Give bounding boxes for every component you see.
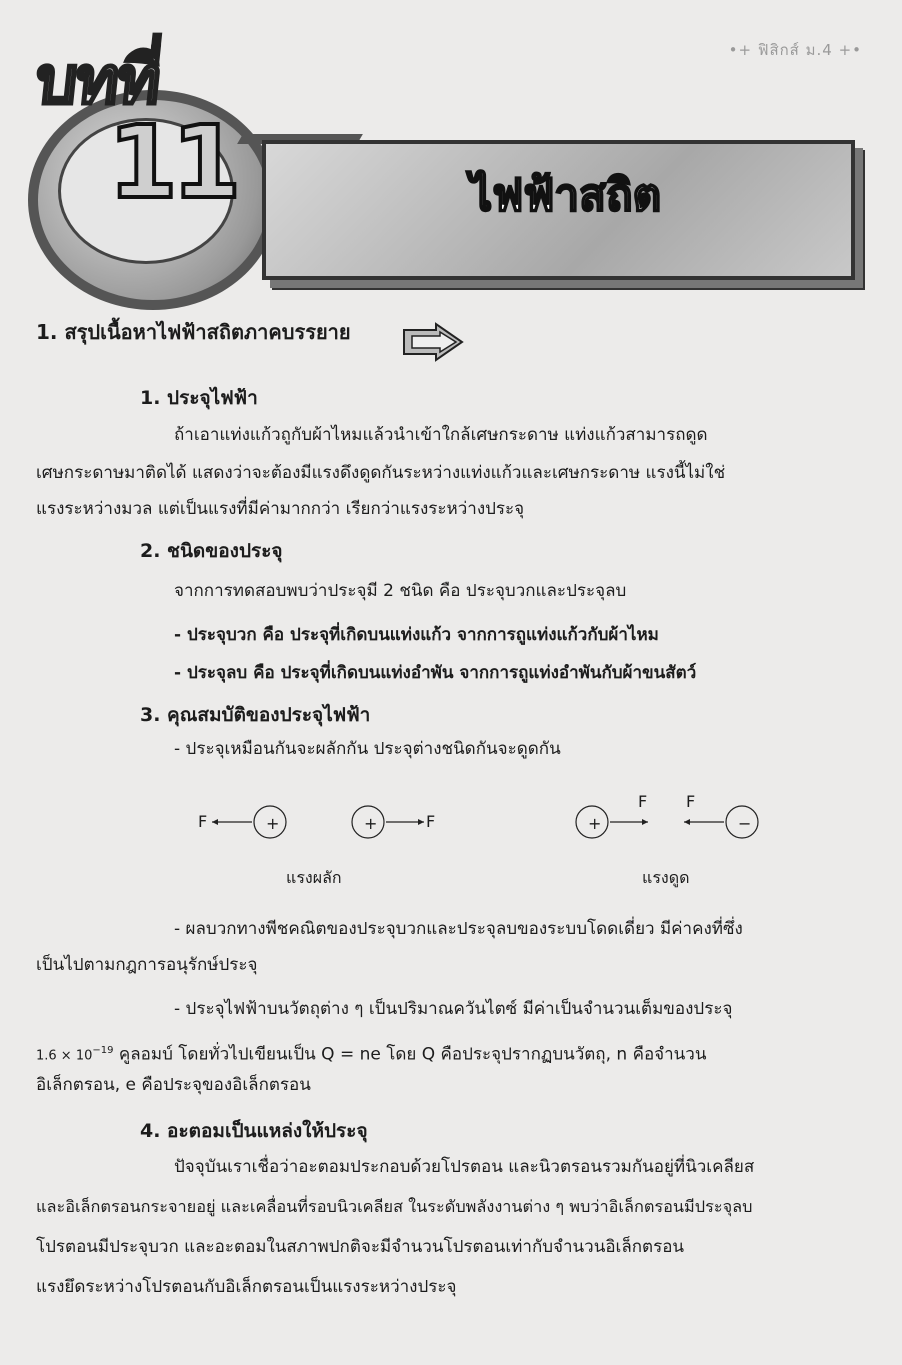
attract-label: แรงดูด: [642, 868, 690, 887]
paragraph-line: ถ้าเอาแท่งแก้วถูกับผ้าไหมแล้วนำเข้าใกล้เศษกระดาษ แท่งแก้วสามารถดูด: [174, 425, 708, 445]
force-label: F: [638, 792, 648, 811]
paragraph-line: โปรตอนมีประจุบวก และอะตอมในสภาพปกติจะมีจำนวนโปรตอนเท่ากับจำนวนอิเล็กตรอน: [36, 1237, 685, 1257]
bullet-positive-charge: - ประจุบวก คือ ประจุที่เกิดบนแท่งแก้ว จากการถูแท่งแก้วกับผ้าไหม: [174, 625, 659, 645]
charge-formula-text: คูลอมบ์ โดยทั่วไปเขียนเป็น Q = ne โดย Q คือประจุปรากฏบนวัตถุ, n คือจำนวน: [113, 1044, 707, 1065]
charge-force-diagram: [190, 790, 790, 890]
bullet-negative-charge: - ประจุลบ คือ ประจุที่เกิดบนแท่งอำพัน จากการถูแท่งอำพันกับผ้าขนสัตว์: [174, 663, 697, 683]
paragraph-line: จากการทดสอบพบว่าประจุมี 2 ชนิด คือ ประจุบวกและประจุลบ: [174, 581, 627, 601]
force-label: F: [426, 812, 436, 831]
paragraph-line: แรงระหว่างมวล แต่เป็นแรงที่มีค่ามากกว่า เรียกว่าแรงระหว่างประจุ: [36, 499, 525, 519]
paragraph-line: เศษกระดาษมาติดได้ แสดงว่าจะต้องมีแรงดึงดูดกันระหว่างแท่งแก้วและเศษกระดาษ แรงนี้ไม่ใช่: [36, 463, 726, 483]
subheading-4: 4. อะตอมเป็นแหล่งให้ประจุ: [140, 1120, 368, 1142]
force-diagram-graphics: [190, 790, 790, 850]
running-head: •+ ฟิสิกส์ ม.4 +•: [728, 41, 862, 59]
charge-formula-line: [36, 1036, 706, 1072]
charge-exponent: −19: [92, 1045, 114, 1056]
repel-label: แรงผลัก: [286, 868, 342, 887]
force-label: F: [198, 812, 208, 831]
section-heading: 1. สรุปเนื้อหาไฟฟ้าสถิตภาคบรรยาย: [36, 320, 351, 344]
paragraph-line: แรงยึดระหว่างโปรตอนกับอิเล็กตรอนเป็นแรงระหว่างประจุ: [36, 1277, 457, 1297]
paragraph-line: - ประจุไฟฟ้าบนวัตถุต่าง ๆ เป็นปริมาณควันไตซ์ มีค่าเป็นจำนวนเต็มของประจุ: [174, 999, 733, 1019]
paragraph-line: ปัจจุบันเราเชื่อว่าอะตอมประกอบด้วยโปรตอน และนิวตรอนรวมกันอยู่ที่นิวเคลียส: [174, 1157, 755, 1177]
positive-charge-symbol: +: [364, 814, 378, 833]
force-label: F: [686, 792, 696, 811]
charge-value: 1.6 × 10: [36, 1048, 93, 1064]
subheading-2: 2. ชนิดของประจุ: [140, 540, 283, 562]
subheading-3: 3. คุณสมบัติของประจุไฟฟ้า: [140, 704, 371, 726]
paragraph-line: - ผลบวกทางพีชคณิตของประจุบวกและประจุลบของระบบโดดเดี่ยว มีค่าคงที่ซึ่ง: [174, 919, 743, 939]
subheading-1: 1. ประจุไฟฟ้า: [140, 387, 258, 409]
paragraph-line: และอิเล็กตรอนกระจายอยู่ และเคลื่อนที่รอบนิวเคลียส ในระดับพลังงานต่าง ๆ พบว่าอิเล็กตรอนมีประจุลบ: [36, 1197, 753, 1216]
double-arrow-icon: [400, 322, 470, 366]
positive-charge-symbol: +: [588, 814, 602, 833]
chapter-title: ไฟฟ้าสถิต: [470, 170, 662, 221]
chapter-number: 11: [108, 104, 236, 221]
chapter-label: บทที่: [31, 42, 163, 119]
bullet-like-charges: - ประจุเหมือนกันจะผลักกัน ประจุต่างชนิดกันจะดูดกัน: [174, 739, 561, 759]
negative-charge-symbol: −: [738, 814, 752, 833]
paragraph-line: อิเล็กตรอน, e คือประจุของอิเล็กตรอน: [36, 1075, 311, 1095]
positive-charge-symbol: +: [266, 814, 280, 833]
paragraph-line: เป็นไปตามกฎการอนุรักษ์ประจุ: [36, 955, 258, 975]
